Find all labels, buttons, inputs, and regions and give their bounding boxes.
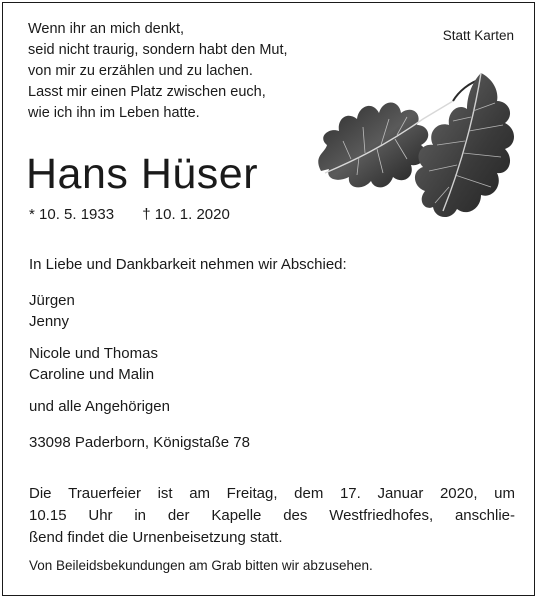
oak-leaves-icon [303,61,528,236]
ceremony-word: dem [294,485,324,502]
ceremony-word: Uhr [88,507,113,524]
life-dates [29,206,254,223]
poem-line: Lasst mir einen Platz zwischen euch, [28,84,266,100]
ceremony-word: ist [157,485,173,502]
ceremony-word: Kapelle [211,507,262,524]
mourner-group [29,290,170,332]
mourner-name: Nicole und Thomas [29,345,158,362]
ceremony-line: ßend findet die Urnenbeisetzung statt. [29,529,283,546]
mourner-name: Jürgen [29,292,75,309]
ceremony-info [29,483,515,549]
mourners-list [29,290,170,428]
mourner-group [29,343,170,385]
poem [28,19,288,124]
mourner-name: Caroline und Malin [29,366,155,383]
farewell-line: In Liebe und Dankbarkeit nehmen wir Abschied: [29,256,347,273]
ceremony-word: am [189,485,211,502]
poem-line: wie ich ihn im Leben hatte. [28,105,200,121]
ceremony-word: der [167,507,190,524]
ceremony-word: in [134,507,147,524]
birth-date: * 10. 5. 1933 [29,206,115,223]
ceremony-word: Westfriedhofes, [329,507,434,524]
ceremony-word: Die [29,485,52,502]
footer-note: Von Beileidsbekundungen am Grab bitten wir abzusehen. [29,558,373,573]
ceremony-word: 17. [339,485,361,502]
ceremony-word: anschlie- [454,507,515,524]
oak-leaf-right-icon [415,73,514,217]
mourner-name: Jenny [29,313,70,330]
mourner-group [29,396,170,417]
poem-line: Wenn ihr an mich denkt, [28,21,185,37]
ceremony-word: Trauerfeier [68,485,141,502]
address: 33098 Paderborn, Königstaße 78 [29,434,250,451]
poem-line: seid nicht traurig, sondern habt den Mut, [28,42,288,58]
poem-line: von mir zu erzählen und zu lachen. [28,63,253,79]
deceased-name: Hans Hüser [26,150,259,198]
statt-karten-note: Statt Karten [442,28,514,43]
ceremony-word: Januar [377,485,424,502]
ceremony-word: 2020, [439,485,478,502]
ceremony-word: 10.15 [29,507,67,524]
ceremony-line [29,505,515,527]
ceremony-word: Freitag, [226,485,278,502]
obituary-notice [2,2,535,596]
mourner-name: und alle Angehörigen [29,398,170,415]
death-date: † 10. 1. 2020 [142,206,230,223]
ceremony-word: des [283,507,308,524]
ceremony-line [29,483,515,505]
ceremony-word: um [494,485,515,502]
